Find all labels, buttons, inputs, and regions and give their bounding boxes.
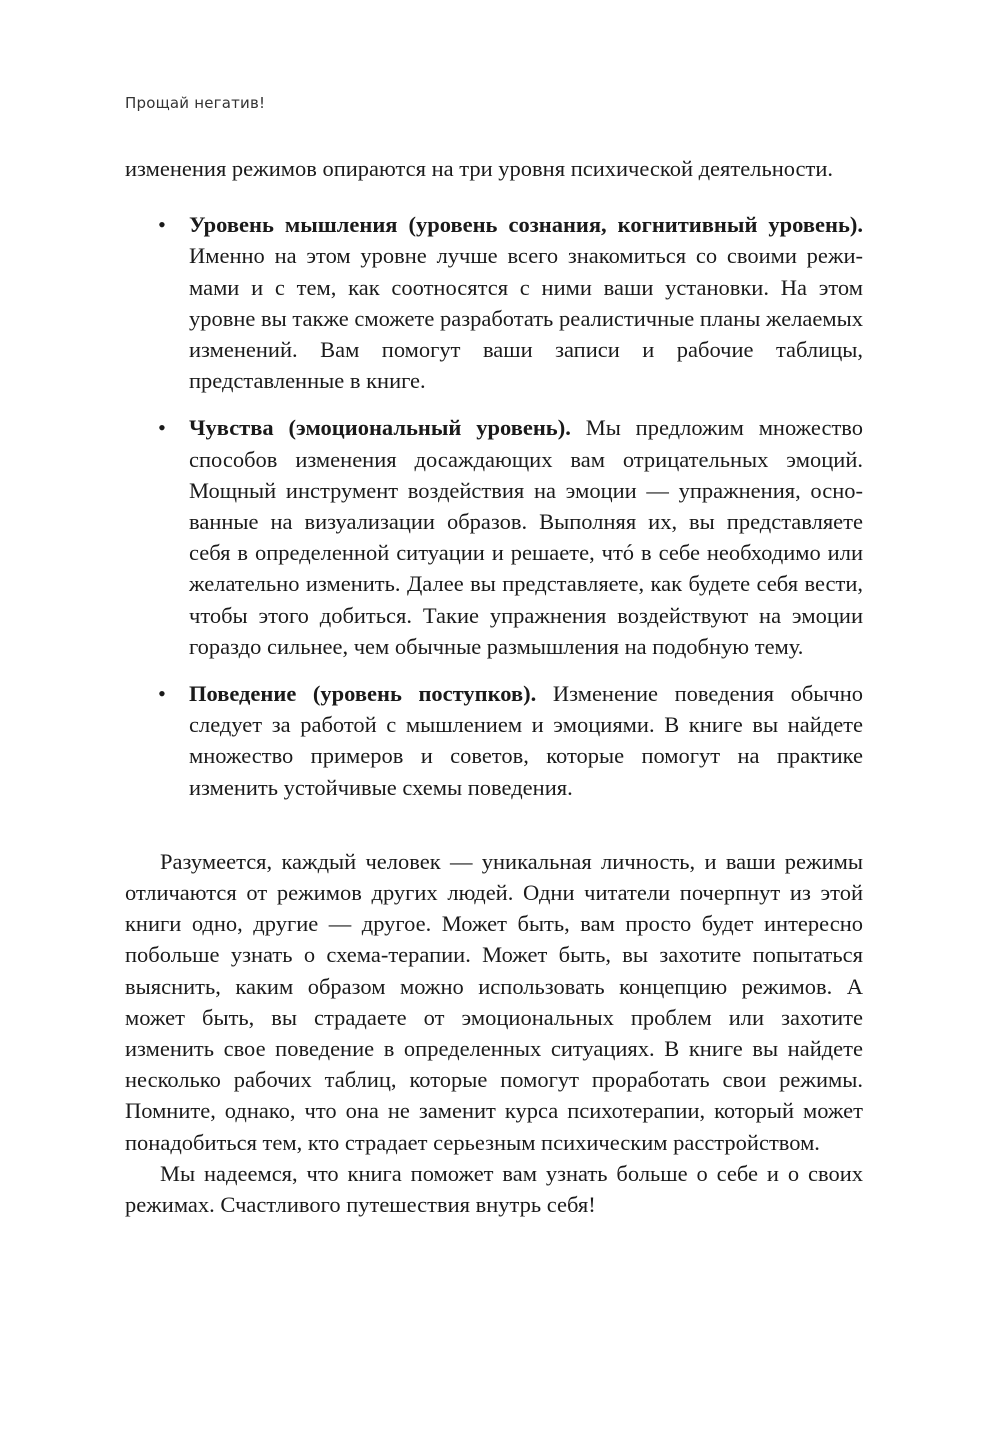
list-item-thinking [158, 209, 863, 396]
intro-paragraph: изменения режимов опираются на три уровня психической деятельности. [125, 156, 834, 181]
body-paragraph: Разумеется, каждый человек — уникальная личность, и ваши режимы отличаются от режимов других людей. Одни читатели почерпнут из этой книги одно, другие — другое. Может быть, вам просто будет интересно побольше узнать о схема-терапии. Может быть, вы захотите попытаться выяснить, каким образом можно использовать концепцию режимов. А может быть, вы страдаете от эмоциональных проблем или захотите изменить свое поведение в определенных ситуациях. В книге вы найдете несколько рабочих таблиц, которые помогут проработать свои режимы. Помните, однако, что она не заменит курса психотерапии, который может понадобиться тем, кто страдает серьезным психическим расстройством. [125, 848, 863, 1155]
list-item-behavior [158, 678, 864, 803]
list-item-feelings [158, 412, 863, 662]
bullet-icon: • [158, 212, 166, 238]
list-item-text: Мы предложим множество способов изменения досаждающих вам отрицательных эмоций. Мощный инструмент воздействия на эмоции — упражнения, основанные на визуализации образов. Выполняя их, вы представляете себя в определенной ситуации и решаете, чтó в себе необходимо или желательно изменить. Далее вы представляете, как будете себя вести, чтобы этого добиться. Такие упражнения воздействуют на эмоции гораздо сильнее, чем обычные размышления на подобную тему. [189, 415, 863, 659]
body-paragraph: Мы надеемся, что книга поможет вам узнать больше о себе и о своих режимах. Счастливого путешествия внутрь себя! [125, 1160, 863, 1218]
running-head: Прощай негатив! [125, 94, 266, 112]
list-item-title: Чувства (эмоциональный уровень). [189, 415, 571, 441]
list-item-text: Именно на этом уровне лучше всего знакомиться со своими режимами и с тем, как соотносятся с ними ваши установки. На этом уровне вы также сможете разработать реалистичные планы желаемых изменений. Вам помогут ваши записи и рабочие таблицы, представленные в книге. [189, 243, 863, 394]
levels-list [125, 209, 863, 803]
list-item-text: Изменение поведения обычно следует за работой с мышлением и эмоциями. В книге вы найдете множество примеров и советов, которые помогут на практике изменить устойчивые схемы поведения. [189, 681, 864, 800]
bullet-icon: • [158, 415, 166, 441]
list-item-title: Уровень мышления (уровень сознания, когнитивный уровень). [189, 212, 863, 238]
bullet-icon: • [158, 681, 166, 707]
page-body [125, 153, 863, 1220]
list-item-title: Поведение (уровень поступков). [189, 681, 537, 707]
